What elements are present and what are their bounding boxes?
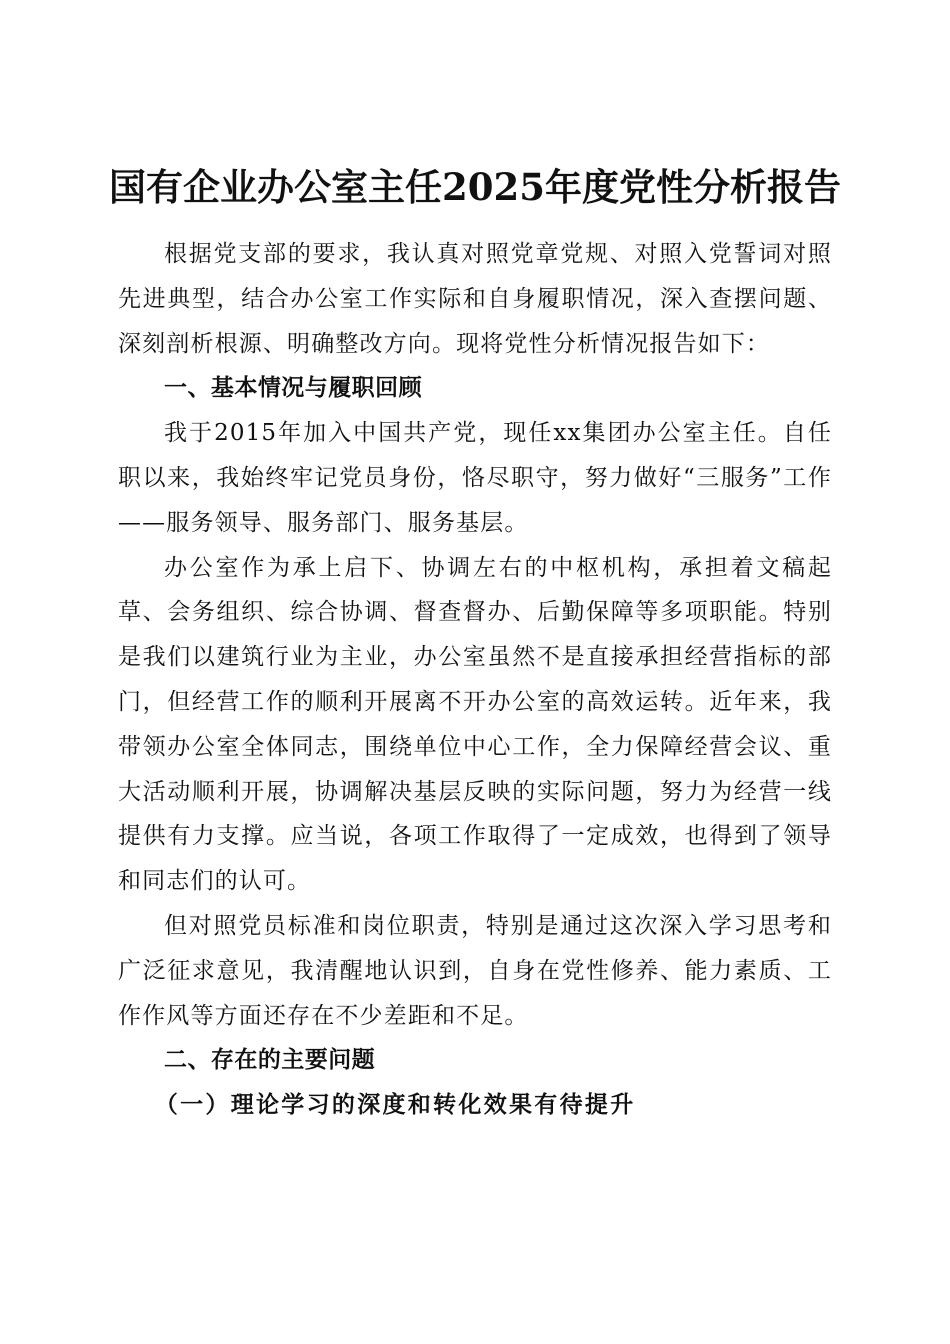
subsection-heading-2-1: （一）理论学习的深度和转化效果有待提升	[154, 1091, 636, 1119]
section-1-paragraph-3: 但对照党员标准和岗位职责，特别是通过这次深入学习思考和广泛征求意见，我清醒地认识到，自身在党性修养、能力素质、工作作风等方面还存在不少差距和不足。	[118, 912, 832, 1029]
section-heading-2: 二、存在的主要问题	[164, 1047, 376, 1074]
intro-paragraph: 根据党支部的要求，我认真对照党章党规、对照入党誓词对照先进典型，结合办公室工作实际和自身履职情况，深入查摆问题、深刻剖析根源、明确整改方向。现将党性分析情况报告如下：	[118, 241, 832, 357]
document-body	[118, 232, 832, 1128]
section-heading-1: 一、基本情况与履职回顾	[164, 375, 423, 402]
section-1-paragraph-2: 办公室作为承上启下、协调左右的中枢机构，承担着文稿起草、会务组织、综合协调、督查督办、后勤保障等多项职能。特别是我们以建筑行业为主业，办公室虽然不是直接承担经营指标的部门，但经营工作的顺利开展离不开办公室的高效运转。近年来，我带领办公室全体同志，围绕单位中心工作，全力保障经营会议、重大活动顺利开展，协调解决基层反映的实际问题，努力为经营一线提供有力支撑。应当说，各项工作取得了一定成效，也得到了领导和同志们的认可。	[118, 554, 832, 895]
section-1-paragraph-1: 我于2015年加入中国共产党，现任xx集团办公室主任。自任职以来，我始终牢记党员身份，恪尽职守，努力做好“三服务”工作——服务领导、服务部门、服务基层。	[118, 420, 832, 536]
document-title: 国有企业办公室主任2025年度党性分析报告	[109, 164, 841, 209]
